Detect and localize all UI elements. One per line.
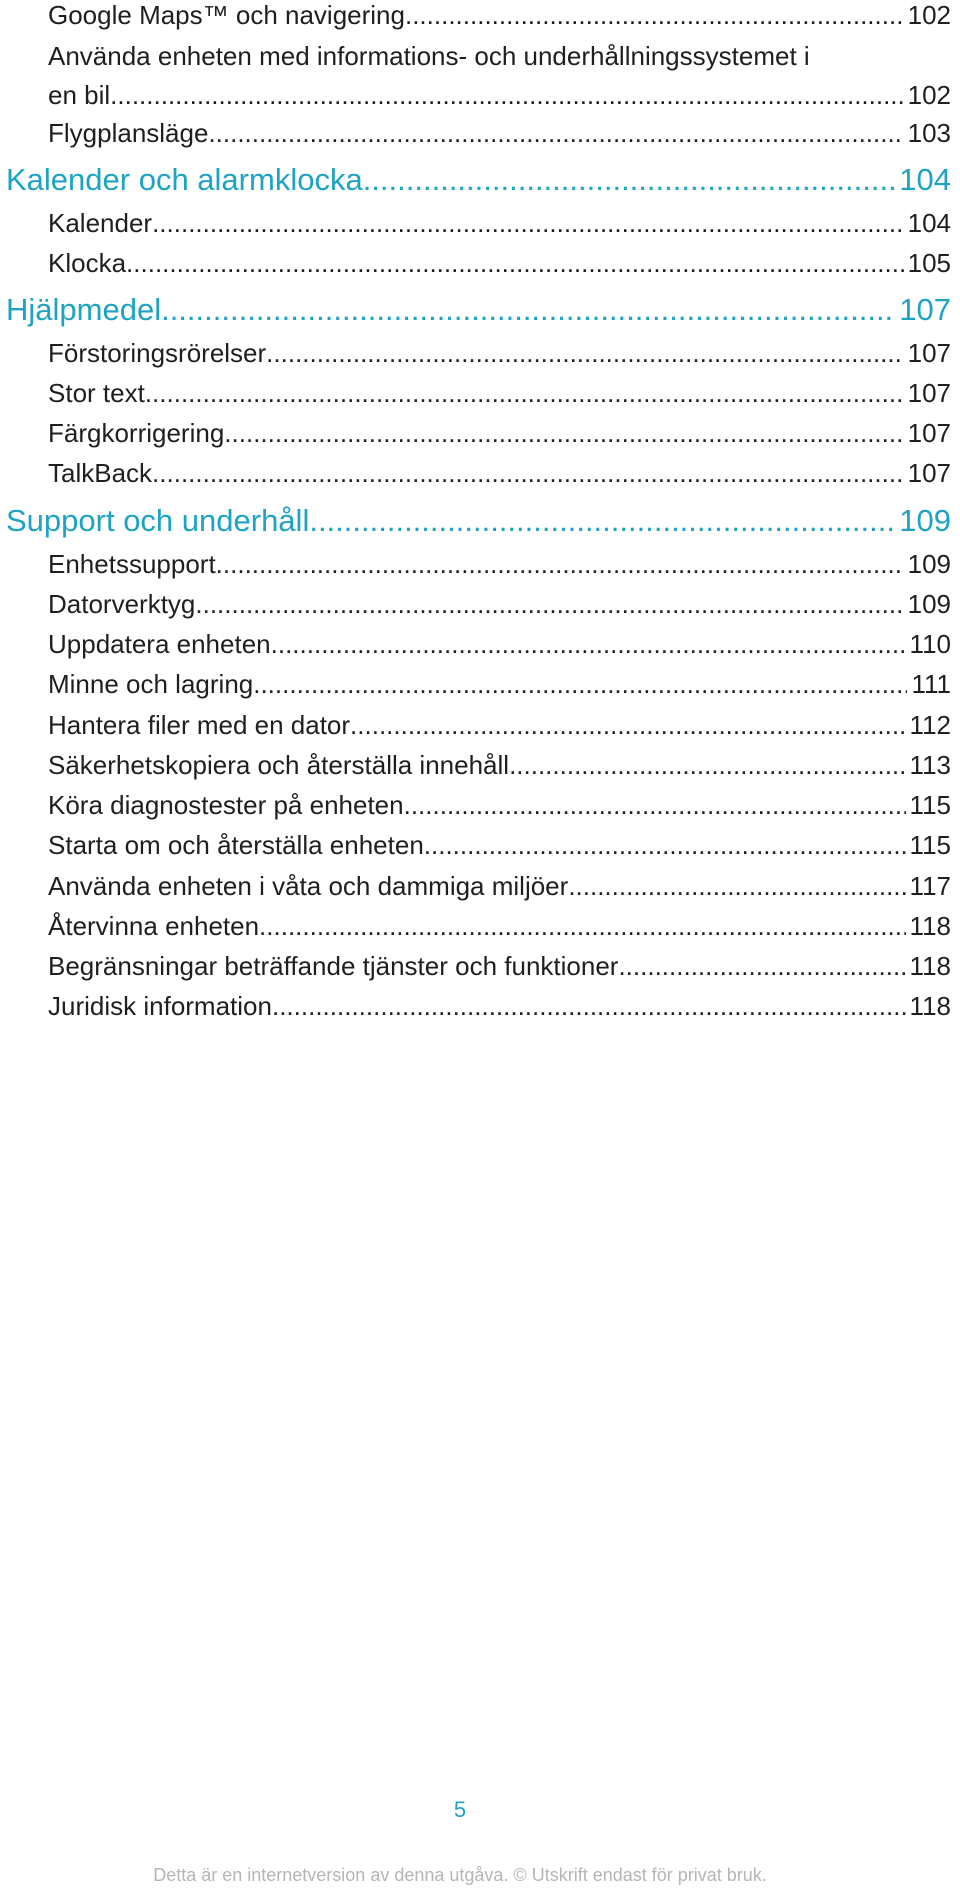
toc-entry[interactable]: [48, 750, 951, 781]
dot-leader: [363, 162, 896, 198]
dot-leader: [195, 589, 903, 620]
toc-chapter-label: Support och underhåll: [6, 503, 310, 538]
toc-entry-page: 109: [907, 589, 951, 619]
toc-entry-page: 102: [907, 0, 951, 30]
toc-entry-page: 118: [909, 991, 951, 1021]
toc-chapter-label: Hjälpmedel: [6, 292, 162, 327]
dot-leader: [266, 338, 903, 369]
toc-entry[interactable]: [48, 418, 951, 449]
toc-entry[interactable]: [48, 549, 951, 580]
toc-entry[interactable]: [48, 911, 951, 942]
dot-leader: [309, 503, 895, 539]
toc-entry-label: Starta om och återställa enheten: [48, 830, 424, 860]
toc-entry[interactable]: [48, 80, 951, 111]
toc-entry[interactable]: [48, 589, 951, 620]
dot-leader: [110, 80, 903, 111]
dot-leader: [272, 991, 906, 1022]
toc-entry-page: 112: [909, 710, 951, 740]
toc-entry[interactable]: [48, 830, 951, 861]
toc-entry[interactable]: [48, 208, 951, 239]
toc-entry-label: Återvinna enheten: [48, 911, 260, 941]
dot-leader: [568, 871, 905, 902]
toc-entry-page: 107: [907, 418, 951, 448]
toc-entry-page: 103: [907, 118, 951, 148]
toc-chapter-page: 109: [899, 503, 951, 538]
dot-leader: [253, 669, 907, 700]
toc-entry-label: Juridisk information: [48, 991, 272, 1021]
toc-entry-label: Datorverktyg: [48, 589, 196, 619]
toc-entry-label: Google Maps™ och navigering: [48, 0, 405, 30]
toc-entry[interactable]: [48, 378, 951, 409]
dot-leader: [216, 549, 904, 580]
toc-entry[interactable]: [48, 790, 951, 821]
toc-entry-page: 117: [909, 871, 951, 901]
toc-entry[interactable]: [48, 669, 951, 700]
dot-leader: [208, 118, 903, 149]
toc-entry-label: Minne och lagring: [48, 669, 254, 699]
toc-entry[interactable]: [48, 458, 951, 489]
toc-entry-page: 111: [911, 669, 951, 699]
dot-leader: [405, 0, 904, 31]
toc-entry-label: en bil: [48, 80, 111, 110]
toc-entry-label: Använda enheten i våta och dammiga miljöer: [48, 871, 569, 901]
toc-chapter[interactable]: [6, 503, 951, 539]
toc-entry-label: Begränsningar beträffande tjänster och funktioner: [48, 951, 619, 981]
dot-leader: [224, 418, 903, 449]
dot-leader: [126, 248, 904, 279]
dot-leader: [145, 378, 904, 409]
toc-entry[interactable]: [48, 629, 951, 660]
toc-entry-page: 109: [907, 549, 951, 579]
dot-leader: [152, 208, 904, 239]
toc-entry[interactable]: [48, 0, 951, 31]
toc-entry-page: 104: [907, 208, 951, 238]
dot-leader: [404, 790, 906, 821]
toc-entry-page: 118: [909, 911, 951, 941]
toc-entry-label: Enhetssupport: [48, 549, 216, 579]
toc-entry-page: 115: [909, 830, 951, 860]
toc-entry-label: Stor text: [48, 378, 145, 408]
dot-leader: [350, 710, 906, 741]
toc-entry-page: 102: [907, 80, 951, 110]
toc-entry[interactable]: [48, 710, 951, 741]
toc-entry-label: Färgkorrigering: [48, 418, 225, 448]
toc-entry-label: Klocka: [48, 248, 127, 278]
dot-leader: [509, 750, 905, 781]
page-number: 5: [453, 1797, 467, 1822]
toc-entry[interactable]: [48, 248, 951, 279]
toc-entry-page: 113: [909, 750, 951, 780]
toc-chapter-page: 104: [899, 162, 951, 197]
toc-entry[interactable]: [48, 951, 951, 982]
toc-chapter-label: Kalender och alarmklocka: [6, 162, 363, 197]
toc-entry-label: Flygplansläge: [48, 118, 209, 148]
toc-entry-label: TalkBack: [48, 458, 153, 488]
toc-chapter[interactable]: [6, 162, 951, 198]
toc-entry[interactable]: [48, 871, 951, 902]
toc-entry-page: 107: [907, 338, 951, 368]
dot-leader: [152, 458, 904, 489]
toc-entry-page: 110: [909, 629, 951, 659]
toc-entry-label: Köra diagnostester på enheten: [48, 790, 404, 820]
footer-note: Detta är en internetversion av denna utgåva. © Utskrift endast för privat bruk.: [153, 1865, 767, 1885]
toc-entry-page: 107: [907, 378, 951, 408]
dot-leader: [271, 629, 906, 660]
toc-entry-label: Hantera filer med en dator: [48, 710, 351, 740]
toc-entry[interactable]: [48, 338, 951, 369]
toc-chapter-page: 107: [899, 292, 951, 327]
dot-leader: [424, 830, 906, 861]
toc-entry-page: 107: [907, 458, 951, 488]
toc-entry-page: 118: [909, 951, 951, 981]
toc-entry-label: Förstoringsrörelser: [48, 338, 267, 368]
toc-entry-page: 105: [907, 248, 951, 278]
toc-entry[interactable]: [48, 118, 951, 149]
dot-leader: [161, 292, 895, 328]
toc-entry-label-line1[interactable]: Använda enheten med informations- och underhållningssystemet i: [48, 41, 810, 71]
toc-entry-label: Kalender: [48, 208, 153, 238]
dot-leader: [618, 951, 905, 982]
dot-leader: [259, 911, 906, 942]
toc-entry-page: 115: [909, 790, 951, 820]
toc-entry-label: Uppdatera enheten: [48, 629, 271, 659]
toc-chapter[interactable]: [6, 292, 951, 328]
toc-entry[interactable]: [48, 991, 951, 1022]
toc-entry-label: Säkerhetskopiera och återställa innehåll: [48, 750, 510, 780]
